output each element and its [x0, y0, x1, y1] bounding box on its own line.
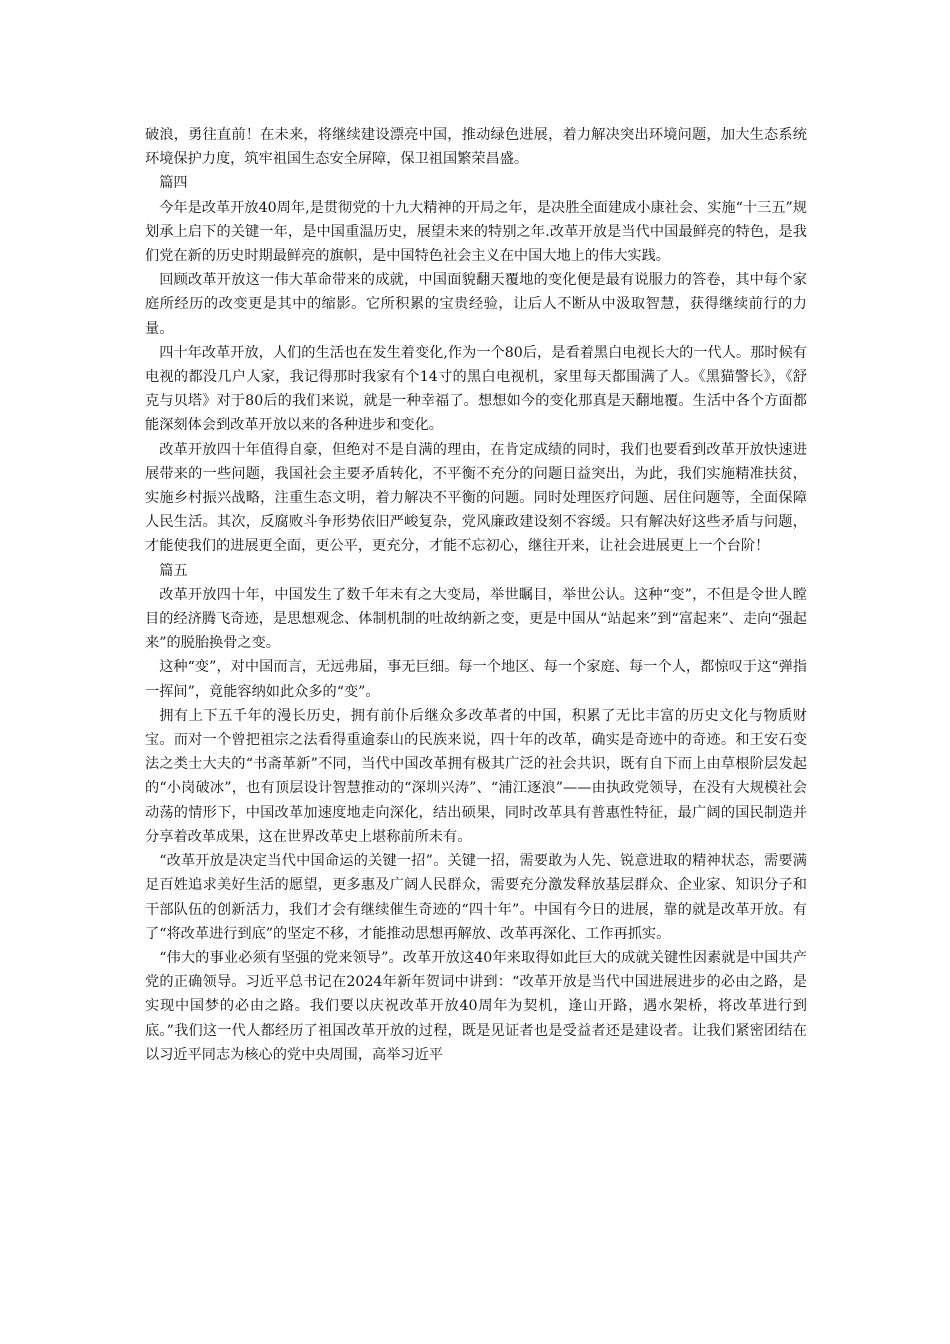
paragraph: “改革开放是决定当代中国命运的关键一招”。关键一招，需要敢为人先、锐意进取的精神状态，需要满足百姓追求美好生活的愿望，更多惠及广阔人民群众，需要充分激发释放基层群众、企业家、知识分子和干部队伍的创新活力，我们才会有继续催生奇迹的“四十年”。中国有今日的进展，靠的就是改革开放。有了“将改革进行到底”的坚定不移，才能推动思想再解放、改革再深化、工作再抓实。	[145, 853, 807, 942]
paragraph: 四十年改革开放，人们的生活也在发生着变化,作为一个80后，是看着黑白电视长大的一代人。那时候有电视的都没几户人家，我记得那时我家有个14寸的黑白电视机，家里每天都围满了人。《黑猫警长》，《舒克与贝塔》对于80后的我们来说，就是一种幸福了。想想如今的变化那真是天翻地覆。生活中各个方面都能深刻体会到改革开放以来的各种进步和变化。	[145, 344, 807, 434]
paragraph: 回顾改革开放这一伟大革命带来的成就，中国面貌翻天覆地的变化便是最有说服力的答卷，其中每个家庭所经历的改变更是其中的缩影。它所积累的宝贵经验，让后人不断从中汲取智慧，获得继续前行的力量。	[145, 272, 807, 337]
paragraph: 今年是改革开放40周年,是贯彻党的十九大精神的开局之年，是决胜全面建成小康社会、实施“十三五”规划承上启下的关键一年，是中国重温历史，展望未来的特别之年.改革开放是当代中国最鲜亮的特色，是我们党在新的历史时期最鲜亮的旗帜，是中国特色社会主义在中国大地上的伟大实践。	[145, 199, 807, 265]
paragraph: 改革开放四十年，中国发生了数千年未有之大变局，举世瞩目，举世公认。这种“变”，不但是令世人瞠目的经济腾飞奇迹，是思想观念、体制机制的吐故纳新之变，更是中国从“站起来”到“富起来”、走向“强起来”的脱胎换骨之变。	[145, 586, 807, 652]
paragraph: 拥有上下五千年的漫长历史，拥有前仆后继众多改革者的中国，积累了无比丰富的历史文化与物质财宝。而对一个曾把祖宗之法看得重逾泰山的民族来说，四十年的改革，确实是奇迹中的奇迹。和王安石变法之类士大夫的“书斋革新”不同，当代中国改革拥有极其广泛的社会共识，既有自下而上由草根阶层发起的“小岗破冰”，也有顶层设计智慧推动的“深圳兴涛”、“浦江逐浪”——由执政党领导，在没有大规模社会动荡的情形下，中国改革加速度地走向深化，结出硕果，同时改革具有普惠性特征，最广阔的国民制造并分享着改革成果，这在世界改革史上堪称前所未有。	[145, 707, 807, 845]
paragraph-continuation: 破浪，勇往直前！在未来，将继续建设漂亮中国，推动绿色进展，着力解决突出环境问题，加大生态系统环境保护力度，筑牢祖国生态安全屏障，保卫祖国繁荣昌盛。	[145, 127, 807, 168]
paragraph: 改革开放四十年值得自豪，但绝对不是自满的理由，在肯定成绩的同时，我们也要看到改革开放快速进展带来的一些问题，我国社会主要矛盾转化，不平衡不充分的问题日益突出，为此，我们实施精准扶贫，实施乡村振兴战略，注重生态文明，着力解决不平衡的问题。同时处理医疗问题、居住问题等，全面保障人民生活。其次，反腐败斗争形势依旧严峻复杂，党风廉政建设刻不容缓。只有解决好这些矛盾与问题，才能使我们的进展更全面，更公平，更充分，才能不忘初心，继往开来，让社会进展更上一个台阶！	[145, 441, 807, 555]
document-body	[145, 123, 807, 1067]
section-heading-4: 篇四	[159, 175, 188, 192]
paragraph: 这种“变”，对中国而言，无远弗届，事无巨细。每一个地区、每一个家庭、每一个人，都惊叹于这“弹指一挥间”，竟能容纳如此众多的“变”。	[145, 659, 807, 700]
paragraph: “伟大的事业必须有坚强的党来领导”。改革开放这40年来取得如此巨大的成就关键性因素就是中国共产党的正确领导。习近平总书记在2024年新年贺词中讲到：“改革开放是当代中国进展进步的必由之路，是实现中国梦的必由之路。我们要以庆祝改革开放40周年为契机，逢山开路，遇水架桥，将改革进行到底。”我们这一代人都经历了祖国改革开放的过程，既是见证者也是受益者还是建设者。让我们紧密团结在以习近平同志为核心的党中央周围，高举习近平	[145, 949, 807, 1063]
section-heading-5: 篇五	[159, 562, 188, 579]
